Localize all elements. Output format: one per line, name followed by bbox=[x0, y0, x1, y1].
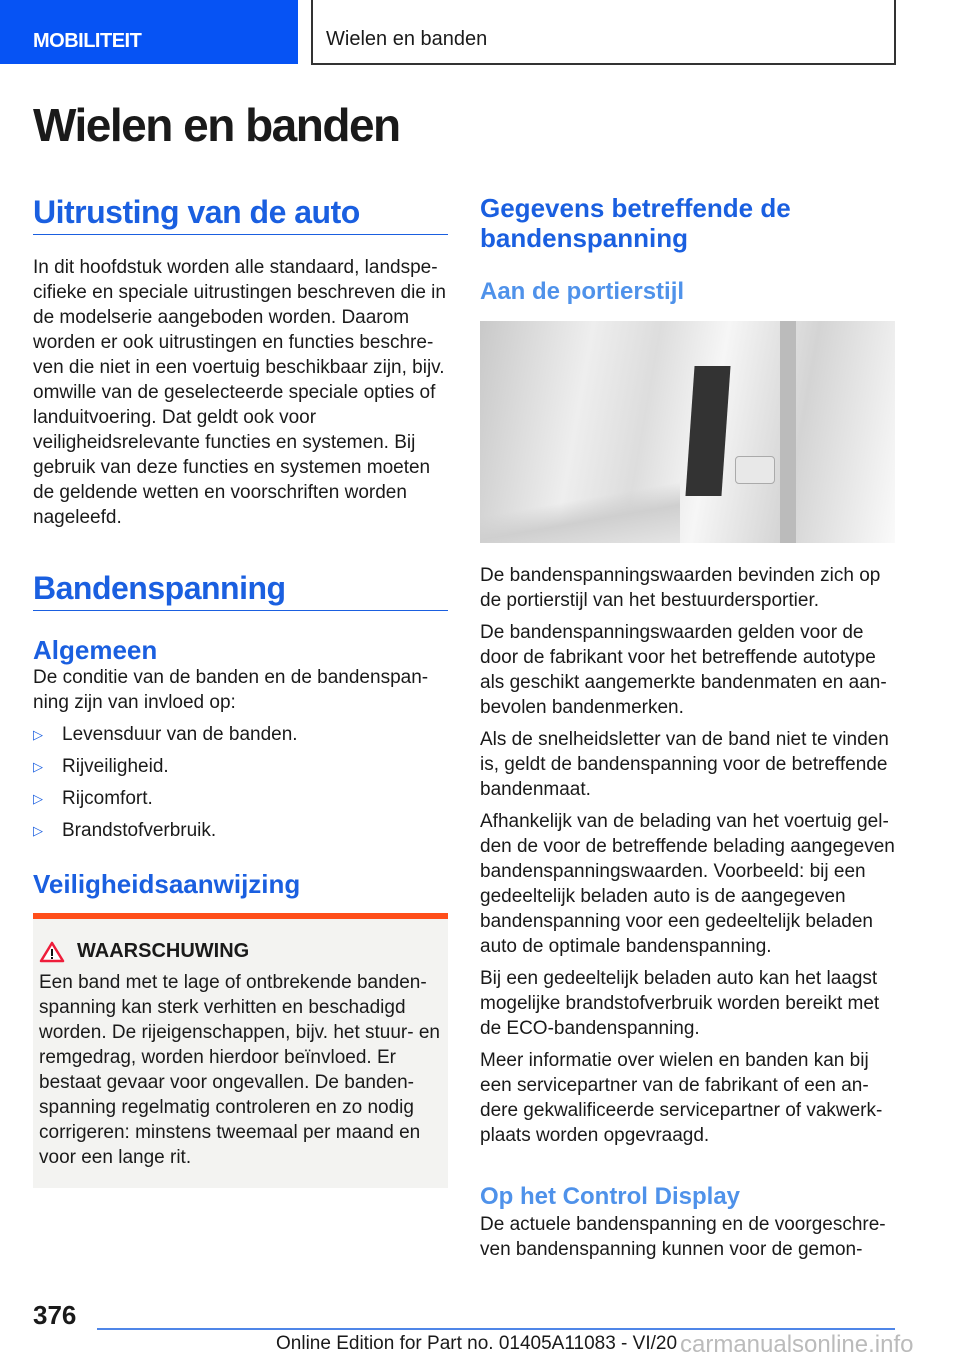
door-pillar-image bbox=[480, 321, 895, 543]
warning-title: WAARSCHUWING bbox=[77, 940, 250, 962]
heading-door-pillar: Aan de portierstijl bbox=[480, 278, 685, 305]
watermark: carmanualsonline.info bbox=[680, 1331, 914, 1358]
chapter-header: Wielen en banden bbox=[311, 0, 896, 65]
heading-pressure-data: Gegevens betreffende de bandenspanning bbox=[480, 193, 791, 253]
right-column bbox=[480, 193, 895, 1262]
footer-divider bbox=[97, 1328, 895, 1330]
paragraph: De bandenspanningswaarden bevinden zich op de portierstijl van het bestuurdersportier. bbox=[480, 565, 881, 611]
paragraph: Afhankelijk van de belading van het voertuig gelden de voor de betreffende belading aangegeven bandenspanningswaarden. Voorbeeld: bij een gedeeltelijk beladen auto is de aangegeven bandenspanning voor een gedeeltelijk beladen auto de optimale bandenspanning. bbox=[480, 811, 895, 957]
list-item: ▷ Rijcomfort. bbox=[33, 786, 448, 811]
list-item: ▷ Brandstofverbruik. bbox=[33, 818, 448, 843]
warning-header bbox=[39, 939, 442, 964]
left-column bbox=[33, 192, 448, 1188]
heading-safety: Veiligheidsaanwijzing bbox=[33, 869, 301, 899]
paragraph: De bandenspanningswaarden gelden voor de door de fabrikant voor het betreffende autotype als geschikt aangemerkte bandenmaten en aanbevolen bandenmerken. bbox=[480, 622, 887, 718]
heading-tire-pressure: Bandenspanning bbox=[33, 568, 448, 611]
heading-equipment: Uitrusting van de auto bbox=[33, 192, 448, 235]
page-number: 376 bbox=[33, 1300, 77, 1330]
heading-control-display: Op het Control Display bbox=[480, 1183, 741, 1210]
list-item: ▷ Rijveiligheid. bbox=[33, 754, 448, 779]
equipment-text: In dit hoofdstuk worden alle standaard, landspecifieke en speciale uitrustingen beschreven die in de modelserie aangeboden worden. Daarom worden er ook uitrustingen en functies beschreven die niet in een voertuig beschikbaar zijn, bijv. omwille van de geselecteerde speciale opties of landuitvoering. Dat geldt ook voor veiligheidsrelevante functies en systemen. Bij gebruik van deze functies en systemen moeten de geldende wetten en voorschriften worden nageleefd. bbox=[33, 257, 446, 528]
warning-triangle-icon bbox=[39, 941, 65, 963]
factor-list bbox=[33, 722, 448, 843]
warning-box bbox=[33, 913, 448, 1188]
page-title: Wielen en banden bbox=[33, 99, 400, 151]
display-text: De actuele bandenspanning en de voorgeschreven bandenspanning kunnen voor de gemon- bbox=[480, 1214, 886, 1260]
paragraph: Meer informatie over wielen en banden kan bij een servicepartner van de fabrikant of een andere gekwalificeerde servicepartner of vakwerkplaats worden opgevraagd. bbox=[480, 1050, 883, 1146]
edition-text: Online Edition for Part no. 01405A11083 - VI/20 bbox=[276, 1333, 678, 1354]
paragraph: Bij een gedeeltelijk beladen auto kan het laagst mogelijke brandstofverbruik worden bereikt met de ECO-bandenspanning. bbox=[480, 968, 880, 1039]
paragraph: Als de snelheidsletter van de band niet te vinden is, geldt de bandenspanning voor de betreffende bandenmaat. bbox=[480, 729, 889, 800]
heading-general: Algemeen bbox=[33, 635, 158, 665]
warning-text: Een band met te lage of ontbrekende bandenspanning kan sterk verhitten en beschadigd worden. De rijeigenschappen, bijv. het stuur- en remgedrag, worden hierdoor beïnvloed. Er bestaat gevaar voor ongevallen. De bandenspanning regelmatig controleren en zo nodig corrigeren: minstens tweemaal per maand en voor een lange rit. bbox=[39, 972, 440, 1168]
general-text: De conditie van de banden en de bandenspanning zijn van invloed op: bbox=[33, 667, 429, 713]
list-item: ▷ Levensduur van de banden. bbox=[33, 722, 448, 747]
section-tab: MOBILITEIT bbox=[0, 0, 298, 64]
